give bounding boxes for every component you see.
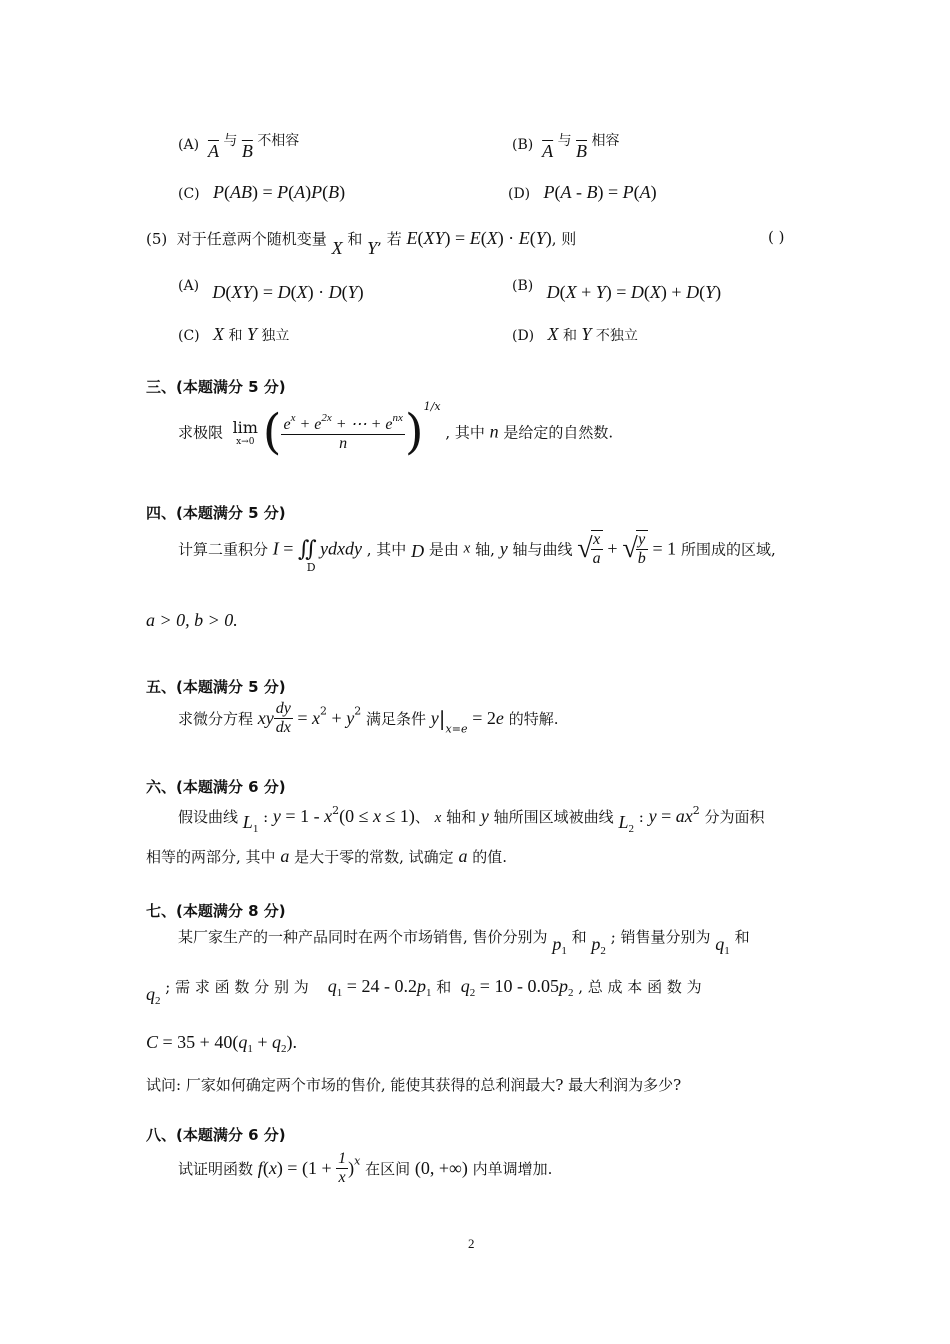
q5-stem: (5) 对于任意两个随机变量 X 和 Y, 若 E(XY) = E(X) · E(Y), 则: [146, 228, 577, 258]
section-3-heading: 三、(本题满分 5 分): [146, 378, 286, 396]
section-4-body: 计算二重积分 $I = ∬_D$ ydxdy , 其中 D 是由 x 轴, y 轴与曲线 √ $\frac{x}{a}$ + √ $\frac{y}{b}$ = 1 所围成的区域,: [178, 531, 776, 574]
q5-option-c: (C) X 和 Y 独立: [178, 324, 290, 344]
section-6-heading: 六、(本题满分 6 分): [146, 778, 286, 796]
section-8-heading: 八、(本题满分 6 分): [146, 1126, 286, 1144]
section-8-body: 试证明函数 f(x) = (1 + $\frac{1}{x}$ )$^x$ 在区间 (0, +∞) 内单调增加.: [178, 1150, 553, 1186]
section-5-heading: 五、(本题满分 5 分): [146, 678, 286, 696]
q5-option-d: (D) X 和 Y 不独立: [512, 324, 638, 344]
section-7-line1: 某厂家生产的一种产品同时在两个市场销售, 售价分别为 $p_1$ 和 $p_2$ ; 销售量分别为 $q_1$ 和: [178, 928, 750, 957]
section-4-condition: a > 0, b > 0.: [146, 610, 238, 630]
section-3-body: 求极限 lim x→0 ( $\frac{e^x + e^{2x} + \cdots + e^{nx}}{n}$ )$^{1/x}$ , 其中 n 是给定的自然数.: [178, 400, 614, 460]
q4-option-c: (C) P(AB) = P(A)P(B): [178, 182, 346, 202]
section-7-heading: 七、(本题满分 8 分): [146, 902, 286, 920]
section-6-line1: 假设曲线 $L_1$ : $y = 1 - x^2(0 \le x \le 1)$、 x 轴和 y 轴所围区域被曲线 $L_2$ : $y = ax^2$ 分为面积: [178, 804, 765, 835]
section-4-heading: 四、(本题满分 5 分): [146, 504, 286, 522]
section-7-question: 试问: 厂家如何确定两个市场的售价, 能使其获得的总利润最大? 最大利润为多少?: [146, 1076, 682, 1094]
section-5-body: 求微分方程 xy $\frac{dy}{dx}$ = $x^2 + y^2$ 满足条件 $y|_{x=e} = 2e$ 的特解.: [178, 700, 559, 736]
q5-answer-bracket: ( ): [768, 228, 785, 246]
q4-option-d: (D) P(A - B) = P(A): [508, 182, 657, 202]
section-7-cost-function: $C = 35 + 40(q_1 + q_2)$.: [146, 1032, 297, 1055]
q5-option-b: (B) D(X + Y) = D(X) + D(Y): [512, 278, 722, 302]
page-number: 2: [468, 1236, 475, 1251]
q4-option-a: (A) $\overline{A}$ 与 $\overline{B}$ 不相容: [178, 133, 300, 161]
q4-option-b: (B) $\overline{A}$ 与 $\overline{B}$ 相容: [512, 133, 620, 161]
q5-option-a: (A) D(XY) = D(X) · D(Y): [178, 278, 364, 302]
section-7-line2: $q_2$ ; 需 求 函 数 分 别 为 $q_1 = 24 - 0.2p_1$ 和 $q_2 = 10 - 0.05p_2$ , 总 成 本 函 数 为: [146, 976, 702, 1007]
section-6-line2: 相等的两部分, 其中 a 是大于零的常数, 试确定 a 的值.: [146, 846, 507, 866]
